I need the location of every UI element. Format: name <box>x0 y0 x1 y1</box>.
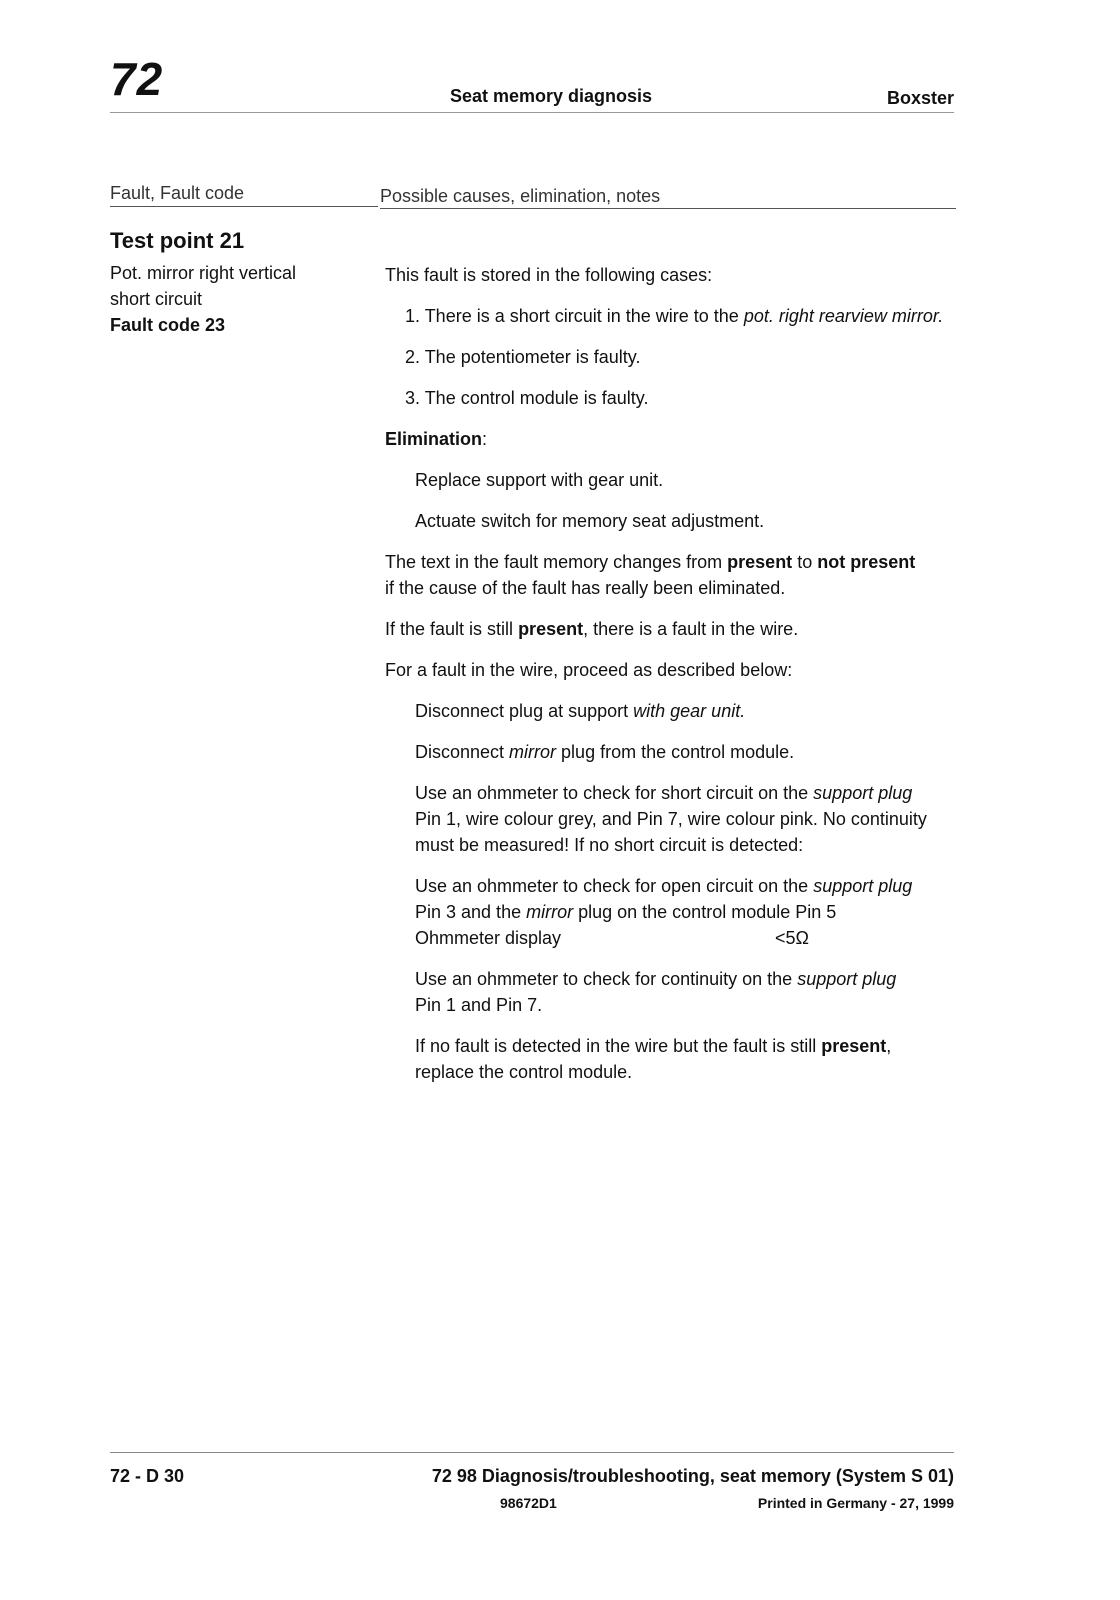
proceed-note: For a fault in the wire, proceed as described below: <box>385 660 793 680</box>
wire-step-3: Use an ohmmeter to check for short circuit on the support plug Pin 1, wire colour grey, and Pin 7, wire colour pink. No continuity must be measured! If no short circuit is detected: <box>415 783 927 855</box>
case-item-3: 3. The control module is faulty. <box>405 388 649 408</box>
test-point-heading: Test point 21 <box>110 228 245 253</box>
model-name: Boxster <box>886 88 954 108</box>
wire-step-4: Use an ohmmeter to check for open circuit on the support plug Pin 3 and the mirror plug on the control module Pin 5 Ohmmeter display <5Ω <box>415 873 965 951</box>
ohmmeter-label: Ohmmeter display <box>415 928 562 948</box>
header-divider <box>110 112 954 113</box>
fault-description-line: short circuit <box>110 289 203 309</box>
wire-step-5: Use an ohmmeter to check for continuity on the support plug Pin 1 and Pin 7. <box>415 969 897 1015</box>
column-heading-divider-right <box>380 208 956 209</box>
elimination-step: Actuate switch for memory seat adjustment. <box>415 511 765 531</box>
intro-text: This fault is stored in the following cases: <box>385 265 713 285</box>
case-item-1: 1. There is a short circuit in the wire to the pot. right rearview mirror. <box>405 306 944 326</box>
column-heading-divider-left <box>110 206 378 207</box>
column-heading-causes: Possible causes, elimination, notes <box>380 186 661 206</box>
elimination-heading: Elimination: <box>385 429 488 449</box>
wire-step-2: Disconnect mirror plug from the control module. <box>415 742 795 762</box>
print-info: Printed in Germany - 27, 1999 <box>757 1495 954 1511</box>
elimination-step: Replace support with gear unit. <box>415 470 664 490</box>
case-item-2: 2. The potentiometer is faulty. <box>405 347 641 367</box>
footer-divider <box>110 1452 954 1453</box>
causes-column <box>385 262 965 1100</box>
wire-step-6: If no fault is detected in the wire but the fault is still present, replace the control module. <box>415 1036 892 1082</box>
fault-code: Fault code 23 <box>110 315 226 335</box>
ohmmeter-value: <5Ω <box>775 928 809 948</box>
page-title: Seat memory diagnosis <box>450 86 653 106</box>
ohmmeter-reading <box>415 925 965 951</box>
fault-description-line: Pot. mirror right vertical <box>110 263 297 283</box>
footer-title: 72 98 Diagnosis/troubleshooting, seat memory (System S 01) <box>431 1466 954 1486</box>
fault-column <box>110 228 360 338</box>
memory-note: The text in the fault memory changes from present to not present if the cause of the fault has really been eliminated. <box>385 552 916 598</box>
chapter-number: 72 <box>110 53 164 105</box>
still-present-note: If the fault is still present, there is a fault in the wire. <box>385 619 799 639</box>
document-number: 98672D1 <box>500 1495 557 1511</box>
page-number: 72 - D 30 <box>110 1466 185 1486</box>
wire-step-1: Disconnect plug at support with gear unit. <box>415 701 746 721</box>
column-heading-fault: Fault, Fault code <box>110 183 245 203</box>
